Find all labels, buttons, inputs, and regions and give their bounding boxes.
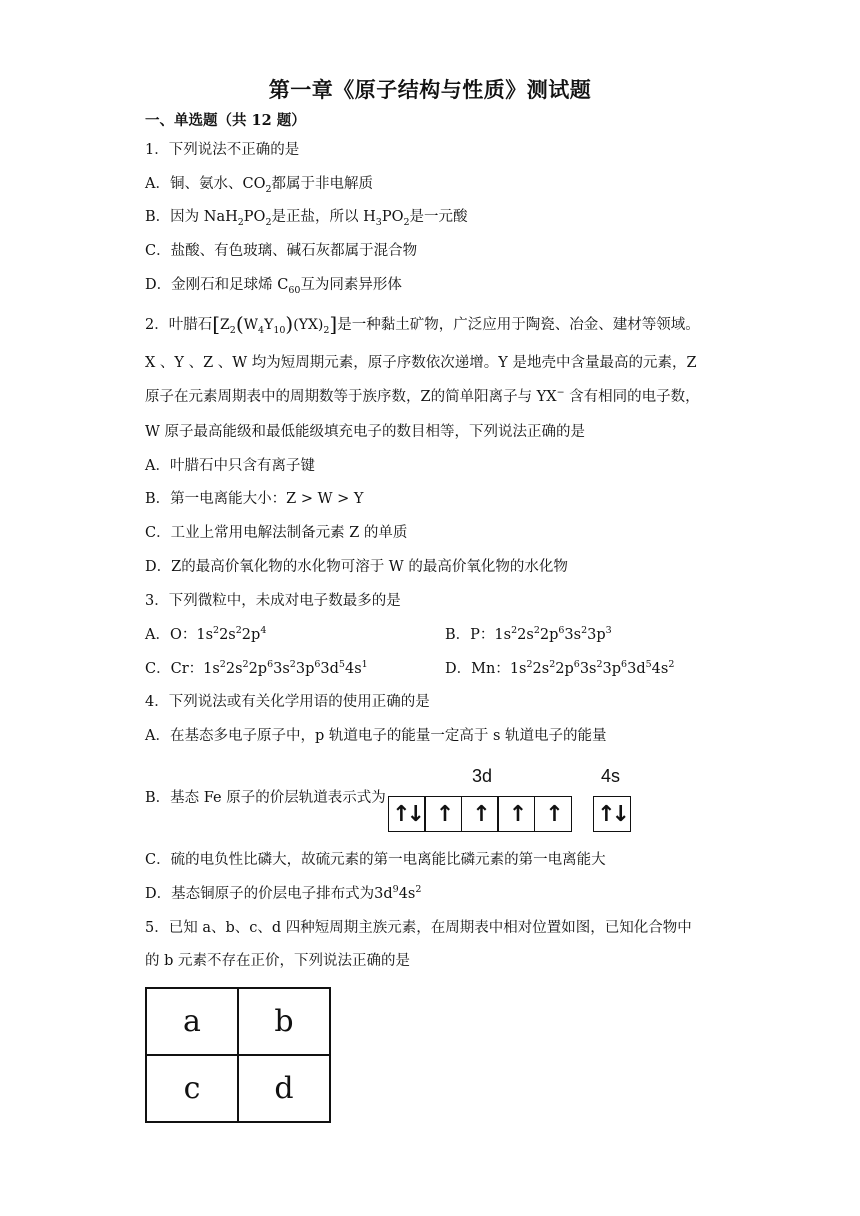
q2-option-b[interactable]: B．第一电离能大小：Z > W > Y bbox=[145, 491, 364, 507]
q4-stem: 4．下列说法或有关化学用语的使用正确的是 bbox=[145, 694, 430, 710]
section-heading: 一、单选题（共 12 题） bbox=[145, 112, 306, 129]
orbital-diagram bbox=[388, 766, 648, 836]
orbital-4s-boxes bbox=[594, 796, 631, 832]
q1-option-c[interactable]: C．盐酸、有色玻璃、碱石灰都属于混合物 bbox=[145, 243, 418, 259]
orbital-box: ↑ bbox=[461, 796, 499, 832]
q5-line2: 的 b 元素不存在正价，下列说法正确的是 bbox=[145, 953, 410, 969]
q4-option-b[interactable]: B．基态 Fe 原子的价层轨道表示式为 bbox=[145, 790, 386, 806]
q3-option-b[interactable]: B．P：$1s^22s^22p^63s^23p^3$ bbox=[445, 625, 612, 643]
grid-cell-a: a bbox=[146, 988, 238, 1055]
orbital-3d-boxes bbox=[389, 796, 572, 832]
q4-option-a[interactable]: A．在基态多电子原子中，p 轨道电子的能量一定高于 s 轨道电子的能量 bbox=[145, 728, 607, 744]
q3-stem: 3．下列微粒中，未成对电子数最多的是 bbox=[145, 593, 401, 609]
orbital-box: ↑ bbox=[534, 796, 572, 832]
q1-option-a[interactable]: A．铜、氨水、$CO_2$都属于非电解质 bbox=[145, 176, 373, 195]
q3-option-a[interactable]: A．O：$1s^22s^22p^4$ bbox=[145, 625, 267, 643]
q2-line2: X 、Y 、Z 、W 均为短周期元素，原子序数依次递增。Y 是地壳中含量最高的元素，Z bbox=[145, 355, 697, 371]
q2-option-d[interactable]: D．Z的最高价氧化物的水化物可溶于 W 的最高价氧化物的水化物 bbox=[145, 559, 568, 575]
q1-option-b[interactable]: B．因为 $NaH_2PO_2$是正盐，所以 $H_3PO_2$是一元酸 bbox=[145, 209, 468, 228]
q1-stem: 1．下列说法不正确的是 bbox=[145, 142, 300, 158]
q2-option-c[interactable]: C．工业上常用电解法制备元素 Z 的单质 bbox=[145, 525, 408, 541]
q2-stem: 2．叶腊石$[Z_2(W_4Y_{10})(YX)_2]$是一种黏土矿物，广泛应用于陶瓷、冶金、建材等领域。 bbox=[145, 312, 700, 336]
q1-option-d[interactable]: D．金刚石和足球烯 $C_{60}$互为同素异形体 bbox=[145, 277, 402, 296]
pyrophyllite-formula: $[Z_2(W_4Y_{10})(YX)_2]$ bbox=[212, 312, 338, 336]
page-title: 第一章《原子结构与性质》测试题 bbox=[268, 77, 592, 102]
q4-option-c[interactable]: C．硫的电负性比磷大，故硫元素的第一电离能比磷元素的第一电离能大 bbox=[145, 852, 606, 868]
q3-option-c[interactable]: C．Cr：$1s^22s^22p^63s^23p^63d^54s^1$ bbox=[145, 659, 368, 677]
orbital-label-3d: 3d bbox=[472, 766, 493, 786]
q5-line1: 5．已知 a、b、c、d 四种短周期主族元素，在周期表中相对位置如图，已知化合物中 bbox=[145, 920, 692, 936]
q2-line3: 原子在元素周期表中的周期数等于族序数，Z的简单阳离子与 YX− 含有相同的电子数， bbox=[145, 387, 700, 405]
grid-cell-b: b bbox=[238, 988, 330, 1055]
orbital-box: ↑ bbox=[424, 796, 462, 832]
q2-option-a[interactable]: A．叶腊石中只含有离子键 bbox=[145, 458, 315, 474]
orbital-box: ↑↓ bbox=[388, 796, 426, 832]
grid-cell-d: d bbox=[238, 1055, 330, 1122]
orbital-box: ↑ bbox=[497, 796, 535, 832]
periodic-position-grid bbox=[145, 987, 331, 1123]
q2-line4: W 原子最高能级和最低能级填充电子的数目相等，下列说法正确的是 bbox=[145, 424, 586, 440]
orbital-box: ↑↓ bbox=[593, 796, 631, 832]
grid-cell-c: c bbox=[146, 1055, 238, 1122]
orbital-label-4s: 4s bbox=[601, 766, 621, 786]
q3-option-d[interactable]: D．Mn：$1s^22s^22p^63s^23p^63d^54s^2$ bbox=[445, 659, 675, 677]
q4-option-d[interactable]: D．基态铜原子的价层电子排布式为$3d^94s^2$ bbox=[145, 884, 422, 902]
